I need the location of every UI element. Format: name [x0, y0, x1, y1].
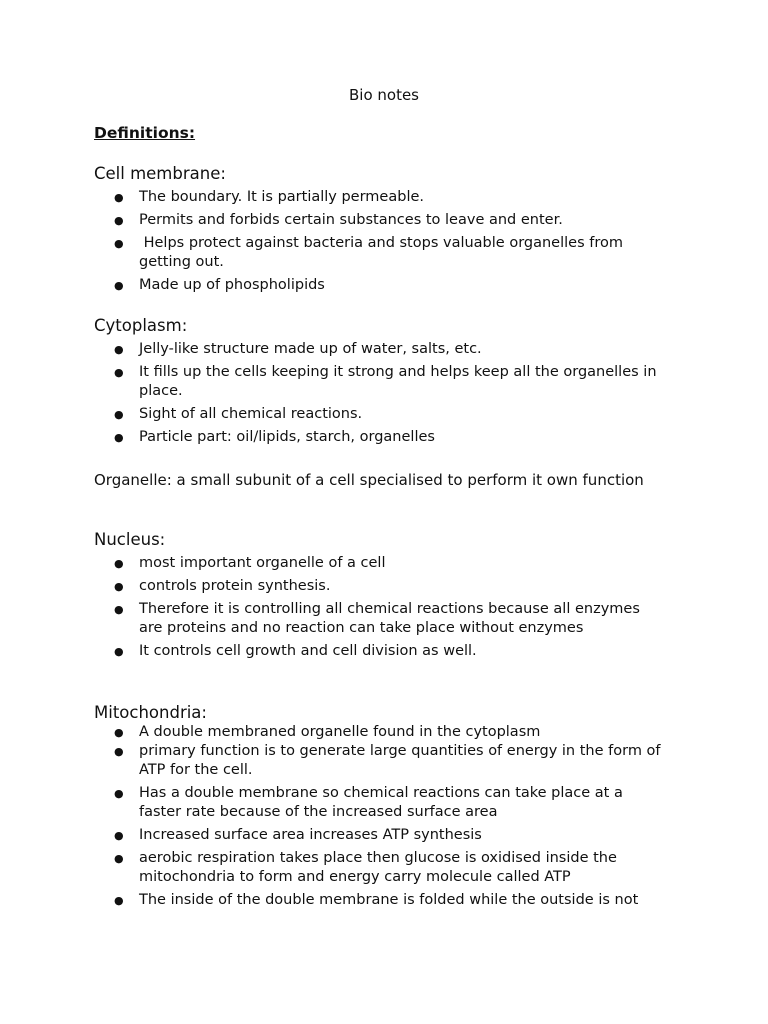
bullet-item: ● Jelly-like structure made up of water, salts, etc. — [94, 340, 667, 359]
section-organelle — [94, 470, 694, 490]
bullet-item: ● Sight of all chemical reactions. — [94, 405, 667, 424]
organelle-definition: Organelle: a small subunit of a cell specialised to perform it own function — [94, 471, 644, 489]
bullet-item: ● The inside of the double membrane is folded while the outside is not — [94, 891, 667, 910]
section-cell-membrane — [94, 164, 694, 295]
bullet-list — [94, 340, 694, 447]
bullet-item: ● A double membraned organelle found in the cytoplasm — [94, 723, 667, 742]
bullet-item: ● Increased surface area increases ATP synthesis — [94, 826, 667, 845]
bullet-item: ● Made up of phospholipids — [94, 276, 667, 295]
section-heading: Nucleus: — [94, 530, 166, 549]
bullet-item: ● Particle part: oil/lipids, starch, organelles — [94, 428, 667, 447]
bullet-item: ● It fills up the cells keeping it strong and helps keep all the organelles in place. — [94, 363, 667, 401]
document-title: Bio notes — [348, 86, 419, 104]
section-heading: Cytoplasm: — [94, 316, 188, 335]
bullet-item: ● Has a double membrane so chemical reactions can take place at a faster rate because of the increased surface area — [94, 784, 667, 822]
definitions-heading: Definitions: — [94, 124, 196, 142]
bullet-item: ● primary function is to generate large quantities of energy in the form of ATP for the cell. — [94, 742, 667, 780]
bullet-item: ● It controls cell growth and cell division as well. — [94, 642, 667, 661]
bullet-item: ● Helps protect against bacteria and stops valuable organelles from getting out. — [94, 234, 667, 272]
bullet-item: ● controls protein synthesis. — [94, 577, 667, 596]
bullet-list — [94, 188, 694, 295]
bullet-list — [94, 723, 694, 910]
section-heading: Mitochondria: — [94, 703, 207, 722]
section-cytoplasm — [94, 316, 694, 447]
bullet-item: ● most important organelle of a cell — [94, 554, 667, 573]
section-heading: Cell membrane: — [94, 164, 226, 183]
section-nucleus — [94, 530, 694, 661]
bullet-item: ● The boundary. It is partially permeable. — [94, 188, 667, 207]
bullet-list — [94, 554, 694, 661]
bullet-item: ● aerobic respiration takes place then glucose is oxidised inside the mitochondria to form and energy carry molecule called ATP — [94, 849, 667, 887]
section-mitochondria — [94, 703, 694, 910]
bullet-item: ● Therefore it is controlling all chemical reactions because all enzymes are proteins and no reaction can take place without enzymes — [94, 600, 667, 638]
bullet-item: ● Permits and forbids certain substances to leave and enter. — [94, 211, 667, 230]
